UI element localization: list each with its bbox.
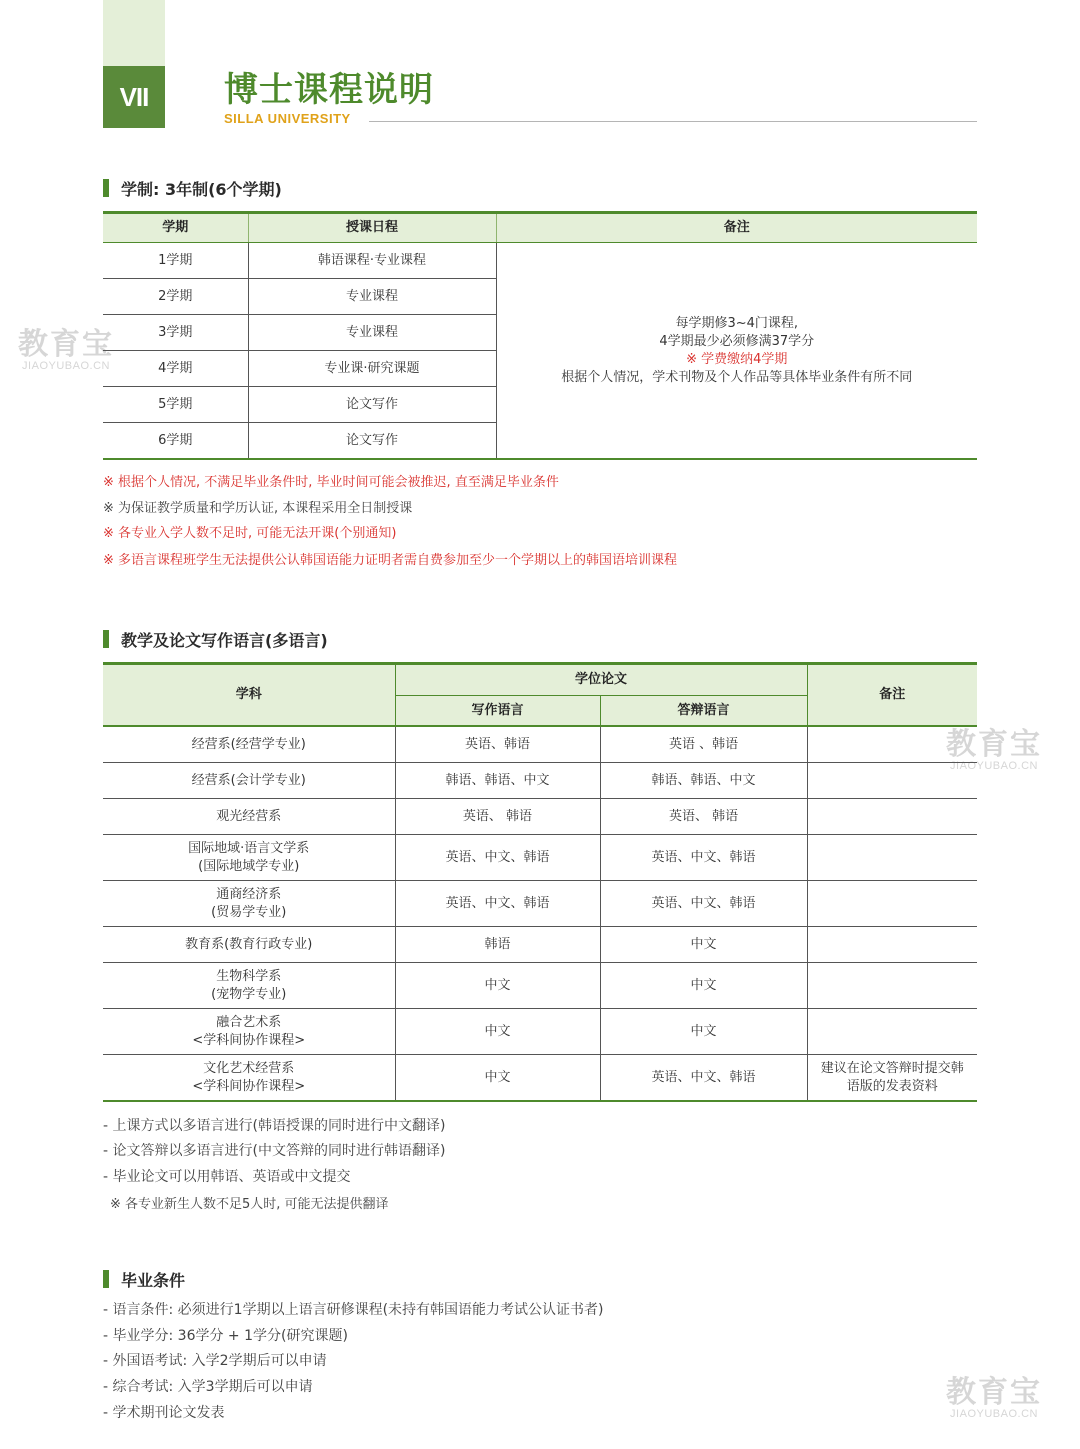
subject-name: 国际地域·语言文学系 [188, 840, 310, 856]
table-header-row [103, 664, 977, 696]
watermark [18, 327, 114, 372]
defense-language-cell: 英语、中文、韩语 [600, 835, 807, 881]
column-header-remark: 备注 [496, 213, 977, 243]
language-note: - 论文答辩以多语言进行(中文答辩的同时进行韩语翻译) [103, 1143, 446, 1159]
subject-name: 融合艺术系 [216, 1014, 282, 1030]
table-row [103, 881, 977, 927]
header-divider [369, 121, 977, 122]
table-row [103, 835, 977, 881]
schedule-cell: 专业课程 [248, 279, 496, 315]
header-accent-bar [103, 0, 165, 66]
writing-language-cell: 韩语 [395, 927, 600, 963]
language-note-warning: ※ 各专业新生人数不足5人时, 可能无法提供翻译 [110, 1197, 389, 1212]
subject-major: <学科间协作课程> [192, 1078, 306, 1094]
graduation-item: - 毕业学分: 36学分 + 1学分(研究课题) [103, 1328, 348, 1344]
subject-cell [103, 763, 395, 799]
writing-language-cell: 中文 [395, 1055, 600, 1102]
watermark-url: JIAOYUBAO.CN [22, 360, 110, 372]
remark-cell [807, 726, 977, 763]
writing-language-cell: 英语、中文、韩语 [395, 835, 600, 881]
remark-tuition-line: ※ 学费缴纳4学期 [686, 351, 788, 367]
remark-line: 4学期最少必须修满37学分 [659, 333, 815, 349]
term-cell: 5学期 [103, 387, 248, 423]
table-row [103, 927, 977, 963]
remark-line: 每学期修3~4门课程, [675, 315, 799, 331]
defense-language-cell: 英语、中文、韩语 [600, 1055, 807, 1102]
table-row [103, 726, 977, 763]
chapter-badge: VII [103, 66, 165, 128]
column-header-term: 学期 [103, 213, 248, 243]
subject-cell [103, 799, 395, 835]
watermark-url: JIAOYUBAO.CN [950, 1408, 1038, 1420]
watermark-text: 教育宝 [18, 327, 114, 362]
page-title: 博士课程说明 [224, 70, 434, 110]
subject-major: (贸易学专业) [211, 904, 287, 920]
watermark-text: 教育宝 [946, 727, 1042, 762]
remark-cell [807, 1009, 977, 1055]
table-row [103, 1055, 977, 1102]
subject-cell [103, 963, 395, 1009]
subject-name: 经营系(会计学专业) [191, 772, 306, 788]
remark-line: 语版的发表资料 [846, 1078, 938, 1094]
table-row [103, 963, 977, 1009]
remark-cell [807, 881, 977, 927]
writing-language-cell: 中文 [395, 1009, 600, 1055]
schedule-cell: 论文写作 [248, 387, 496, 423]
section-heading-duration [103, 178, 282, 198]
subject-cell [103, 927, 395, 963]
table-row [103, 1009, 977, 1055]
remark-line: 建议在论文答辩时提交韩 [820, 1060, 964, 1076]
column-header-thesis: 学位论文 [395, 664, 807, 696]
remark-cell [807, 963, 977, 1009]
table-row [103, 763, 977, 799]
remark-cell [807, 835, 977, 881]
remark-cell [807, 1055, 977, 1102]
defense-language-cell: 英语 、韩语 [600, 726, 807, 763]
graduation-item: - 学术期刊论文发表 [103, 1405, 225, 1421]
subject-major: <学科间协作课程> [192, 1032, 306, 1048]
writing-language-cell: 中文 [395, 963, 600, 1009]
defense-language-cell: 韩语、韩语、中文 [600, 763, 807, 799]
defense-language-cell: 中文 [600, 963, 807, 1009]
section-marker [103, 1270, 109, 1288]
language-note: - 上课方式以多语言进行(韩语授课的同时进行中文翻译) [103, 1118, 446, 1134]
writing-language-cell: 英语、中文、韩语 [395, 881, 600, 927]
term-cell: 1学期 [103, 243, 248, 279]
semester-schedule-table [103, 211, 977, 460]
term-cell: 4学期 [103, 351, 248, 387]
remark-cell [807, 927, 977, 963]
watermark [946, 1375, 1042, 1420]
section-heading-text: 学制: 3年制(6个学期) [121, 179, 282, 199]
subject-name: 通商经济系 [216, 886, 282, 902]
column-header-defense: 答辩语言 [600, 696, 807, 727]
subject-major: (国际地域学专业) [198, 858, 300, 874]
note-fulltime: ※ 为保证教学质量和学历认证, 本课程采用全日制授课 [103, 501, 413, 516]
subject-cell [103, 1009, 395, 1055]
watermark-url: JIAOYUBAO.CN [950, 760, 1038, 772]
remark-cell [807, 763, 977, 799]
section-heading-text: 教学及论文写作语言(多语言) [121, 630, 328, 650]
defense-language-cell: 英语、 韩语 [600, 799, 807, 835]
section-marker [103, 630, 109, 648]
graduation-item: - 外国语考试: 入学2学期后可以申请 [103, 1353, 327, 1369]
writing-language-cell: 韩语、韩语、中文 [395, 763, 600, 799]
schedule-cell: 专业课程 [248, 315, 496, 351]
writing-language-cell: 英语、 韩语 [395, 799, 600, 835]
language-note: - 毕业论文可以用韩语、英语或中文提交 [103, 1169, 351, 1185]
note-delay: ※ 根据个人情况, 不满足毕业条件时, 毕业时间可能会被推迟, 直至满足毕业条件 [103, 475, 559, 490]
subject-name: 观光经营系 [216, 808, 282, 824]
term-cell: 6学期 [158, 432, 193, 448]
subject-name: 经营系(经营学专业) [191, 736, 306, 752]
table-row [103, 799, 977, 835]
section-heading-text: 毕业条件 [121, 1270, 186, 1290]
subject-major: (宠物学专业) [211, 986, 287, 1002]
graduation-item: - 综合考试: 入学3学期后可以申请 [103, 1379, 313, 1395]
page-subtitle: SILLA UNIVERSITY [224, 111, 351, 126]
table-row [103, 243, 977, 279]
table-header-row [103, 213, 977, 243]
section-heading-graduation [103, 1269, 185, 1289]
section-marker [103, 179, 109, 197]
schedule-cell: 论文写作 [248, 423, 496, 460]
section-heading-language [103, 629, 328, 649]
defense-language-cell: 中文 [600, 1009, 807, 1055]
graduation-item: - 语言条件: 必须进行1学期以上语言研修课程(未持有韩国语能力考试公认证书者) [103, 1302, 604, 1318]
column-header-schedule: 授课日程 [248, 213, 496, 243]
subject-name: 文化艺术经营系 [203, 1060, 295, 1076]
subject-cell [103, 726, 395, 763]
term-cell: 3学期 [103, 315, 248, 351]
schedule-cell: 专业课·研究课题 [248, 351, 496, 387]
watermark-text: 教育宝 [946, 1375, 1042, 1410]
remark-cell [807, 799, 977, 835]
subject-cell [103, 835, 395, 881]
note-korean-training: ※ 多语言课程班学生无法提供公认韩国语能力证明者需自费参加至少一个学期以上的韩国语培训课程 [103, 553, 678, 568]
language-table [103, 662, 977, 1102]
column-header-remark: 备注 [807, 664, 977, 727]
term-cell: 2学期 [103, 279, 248, 315]
subject-cell [103, 881, 395, 927]
subject-name: 生物科学系 [216, 968, 282, 984]
subject-cell [103, 1055, 395, 1102]
column-header-subject: 学科 [103, 664, 395, 727]
column-header-writing: 写作语言 [395, 696, 600, 727]
defense-language-cell: 英语、中文、韩语 [600, 881, 807, 927]
defense-language-cell: 中文 [600, 927, 807, 963]
note-enrollment: ※ 各专业入学人数不足时, 可能无法开课(个别通知) [103, 526, 397, 541]
remark-cell [496, 243, 977, 460]
writing-language-cell: 英语、韩语 [395, 726, 600, 763]
remark-line: 根据个人情况，学术刊物及个人作品等具体毕业条件有所不同 [561, 369, 913, 385]
subject-name: 教育系(教育行政专业) [185, 936, 313, 952]
schedule-cell: 韩语课程·专业课程 [248, 243, 496, 279]
